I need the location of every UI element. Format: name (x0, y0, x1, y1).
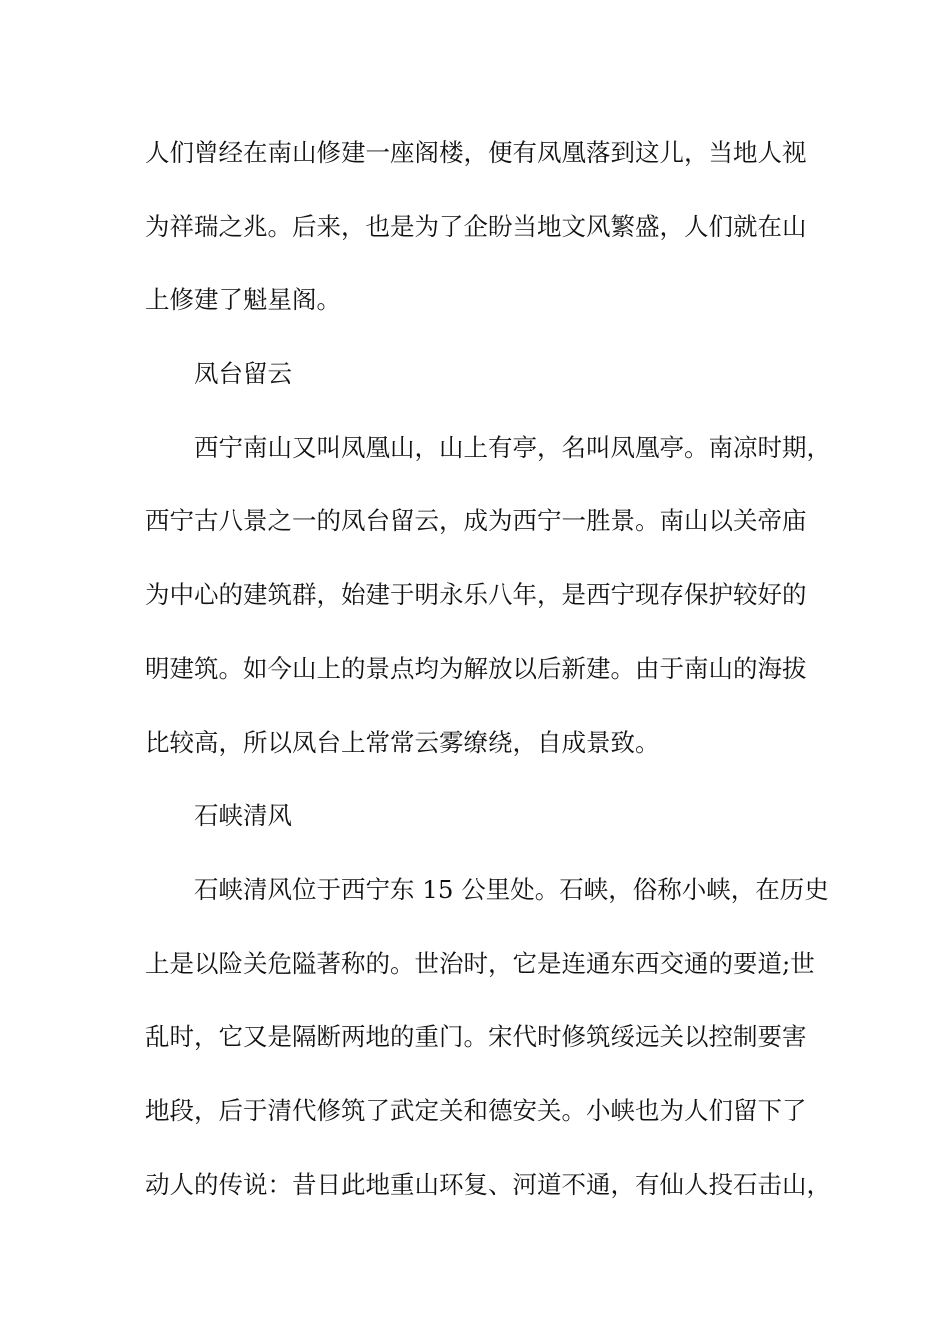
paragraph-line: 乱时，它又是隔断两地的重门。宋代时修筑绥远关以控制要害 (145, 1022, 807, 1052)
paragraph-line: 上修建了魁星阁。 (145, 285, 341, 315)
paragraph-line: 明建筑。如今山上的景点均为解放以后新建。由于南山的海拔 (145, 653, 807, 683)
paragraph-line: 为祥瑞之兆。后来，也是为了企盼当地文风繁盛，人们就在山 (145, 211, 807, 241)
paragraph-line: 西宁古八景之一的凤台留云，成为西宁一胜景。南山以关帝庙 (145, 506, 807, 536)
document-body (145, 128, 831, 1233)
paragraph-line: 上是以险关危隘著称的。世治时，它是连通东西交通的要道;世 (145, 948, 815, 978)
paragraph-line: 石峡清风位于西宁东 15 公里处。石峡，俗称小峡，在历史 (194, 874, 829, 904)
section-heading-fengtai: 凤台留云 (194, 359, 292, 389)
paragraph-line: 为中心的建筑群，始建于明永乐八年，是西宁现存保护较好的 (145, 580, 807, 610)
paragraph-line: 比较高，所以凤台上常常云雾缭绕，自成景致。 (145, 727, 660, 757)
paragraph-line: 人们曾经在南山修建一座阁楼，便有凤凰落到这儿，当地人视 (145, 138, 807, 167)
paragraph-line: 动人的传说：昔日此地重山环复、河道不通，有仙人投石击山， (145, 1169, 831, 1199)
paragraph-line: 西宁南山又叫凤凰山，山上有亭，名叫凤凰亭。南凉时期， (194, 432, 831, 462)
section-heading-shixia: 石峡清风 (194, 801, 292, 831)
paragraph-line: 地段，后于清代修筑了武定关和德安关。小峡也为人们留下了 (145, 1095, 807, 1125)
